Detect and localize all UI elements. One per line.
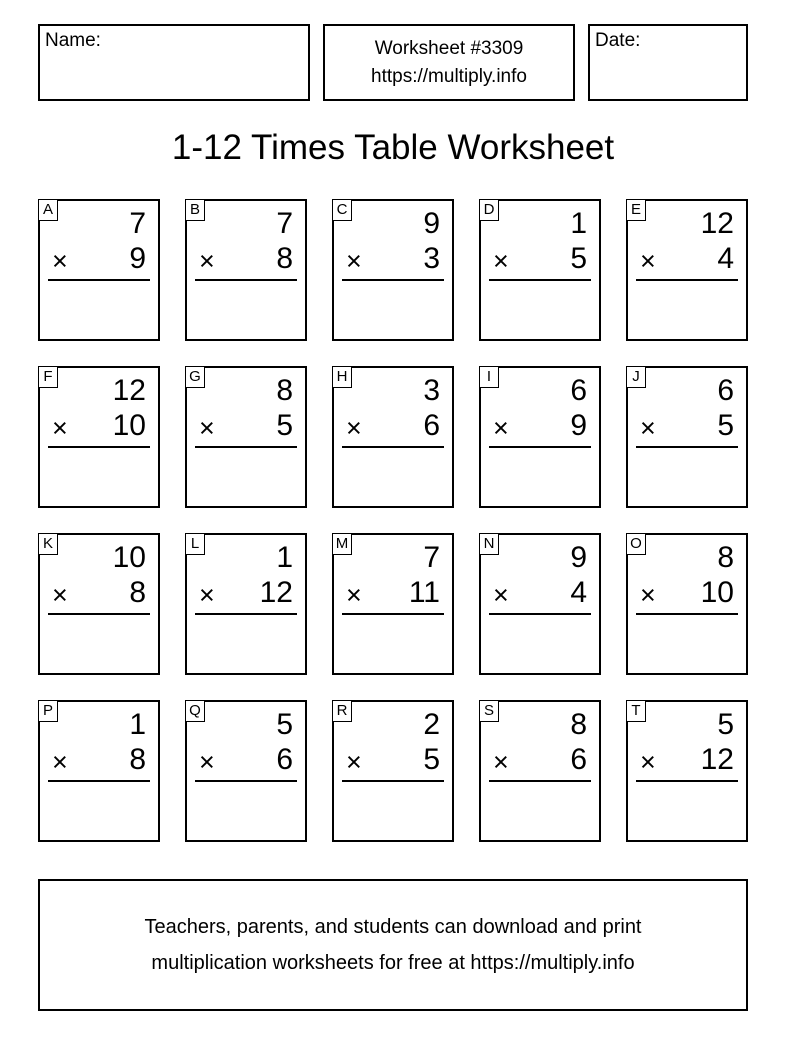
times-sign: × — [52, 246, 68, 276]
multiplicand: 10 — [112, 541, 146, 574]
answer-rule — [489, 446, 591, 448]
multiplier: 5 — [717, 409, 734, 442]
problem-letter: R — [332, 700, 352, 722]
problem-card — [38, 700, 160, 842]
multiplier: 10 — [112, 409, 146, 442]
times-sign: × — [52, 747, 68, 777]
footer-box — [38, 879, 748, 1011]
multiplier: 6 — [276, 743, 293, 776]
multiplicand: 1 — [570, 207, 587, 240]
multiplicand: 6 — [570, 374, 587, 407]
problem-letter: F — [38, 366, 58, 388]
answer-rule — [342, 613, 444, 615]
problem-card — [626, 366, 748, 508]
times-sign: × — [199, 413, 215, 443]
multiplicand: 5 — [717, 708, 734, 741]
problem-letter: N — [479, 533, 499, 555]
multiplicand: 1 — [276, 541, 293, 574]
footer-line-2: multiplication worksheets for free at https://multiply.info — [151, 952, 635, 974]
multiplier: 5 — [570, 242, 587, 275]
times-sign: × — [199, 580, 215, 610]
problem-letter: D — [479, 199, 499, 221]
worksheet-number: Worksheet #3309 — [374, 38, 524, 59]
problem-letter: K — [38, 533, 58, 555]
answer-rule — [48, 780, 150, 782]
multiplicand: 3 — [423, 374, 440, 407]
problem-card — [185, 533, 307, 675]
times-sign: × — [52, 413, 68, 443]
problem-card — [479, 366, 601, 508]
answer-rule — [489, 613, 591, 615]
answer-rule — [195, 446, 297, 448]
worksheet-info-box — [323, 24, 575, 101]
multiplicand: 12 — [700, 207, 734, 240]
multiplicand: 9 — [423, 207, 440, 240]
times-sign: × — [493, 413, 509, 443]
name-field-box — [38, 24, 310, 101]
answer-rule — [342, 446, 444, 448]
multiplicand: 5 — [276, 708, 293, 741]
times-sign: × — [199, 246, 215, 276]
problem-letter: M — [332, 533, 352, 555]
times-sign: × — [346, 580, 362, 610]
problem-letter: O — [626, 533, 646, 555]
answer-rule — [195, 780, 297, 782]
answer-rule — [48, 279, 150, 281]
footer-line-1: Teachers, parents, and students can download and print — [144, 916, 642, 938]
worksheet-url: https://multiply.info — [371, 66, 527, 87]
problem-card — [479, 700, 601, 842]
multiplier: 8 — [276, 242, 293, 275]
problem-card — [185, 199, 307, 341]
multiplicand: 9 — [570, 541, 587, 574]
multiplicand: 8 — [717, 541, 734, 574]
multiplicand: 8 — [276, 374, 293, 407]
times-sign: × — [346, 747, 362, 777]
problem-letter: E — [626, 199, 646, 221]
multiplier: 12 — [259, 576, 293, 609]
multiplier: 8 — [129, 576, 146, 609]
times-sign: × — [640, 747, 656, 777]
times-sign: × — [346, 246, 362, 276]
answer-rule — [636, 613, 738, 615]
answer-rule — [489, 780, 591, 782]
multiplier: 12 — [700, 743, 734, 776]
multiplier: 10 — [700, 576, 734, 609]
answer-rule — [48, 613, 150, 615]
problem-letter: B — [185, 199, 205, 221]
multiplier: 11 — [408, 576, 440, 609]
answer-rule — [342, 279, 444, 281]
problem-letter: I — [479, 366, 499, 388]
multiplier: 5 — [276, 409, 293, 442]
multiplier: 8 — [129, 743, 146, 776]
multiplicand: 1 — [129, 708, 146, 741]
problem-letter: C — [332, 199, 352, 221]
problem-letter: L — [185, 533, 205, 555]
answer-rule — [48, 446, 150, 448]
answer-rule — [489, 279, 591, 281]
problem-card — [38, 366, 160, 508]
date-field-box — [588, 24, 748, 101]
multiplier: 5 — [423, 743, 440, 776]
multiplicand: 8 — [570, 708, 587, 741]
answer-rule — [342, 780, 444, 782]
multiplier: 9 — [129, 242, 146, 275]
problem-card — [38, 533, 160, 675]
multiplicand: 7 — [129, 207, 146, 240]
times-sign: × — [493, 747, 509, 777]
answer-rule — [636, 780, 738, 782]
times-sign: × — [346, 413, 362, 443]
problem-letter: H — [332, 366, 352, 388]
multiplicand: 2 — [423, 708, 440, 741]
multiplicand: 6 — [717, 374, 734, 407]
multiplier: 4 — [570, 576, 587, 609]
problem-card — [185, 366, 307, 508]
problem-card — [626, 533, 748, 675]
problem-card — [626, 700, 748, 842]
times-sign: × — [493, 246, 509, 276]
problem-letter: Q — [185, 700, 205, 722]
multiplicand: 12 — [112, 374, 146, 407]
multiplier: 6 — [423, 409, 440, 442]
problem-card — [332, 199, 454, 341]
problem-letter: S — [479, 700, 499, 722]
problem-card — [479, 533, 601, 675]
problem-card — [626, 199, 748, 341]
answer-rule — [636, 446, 738, 448]
times-sign: × — [640, 246, 656, 276]
problem-letter: P — [38, 700, 58, 722]
page-title: 1-12 Times Table Worksheet — [171, 128, 615, 167]
problem-card — [185, 700, 307, 842]
times-sign: × — [493, 580, 509, 610]
multiplier: 6 — [570, 743, 587, 776]
answer-rule — [195, 613, 297, 615]
problem-card — [332, 700, 454, 842]
problem-letter: J — [626, 366, 646, 388]
name-label: Name: — [45, 30, 101, 51]
date-label: Date: — [595, 30, 641, 51]
problem-letter: G — [185, 366, 205, 388]
multiplier: 4 — [717, 242, 734, 275]
times-sign: × — [52, 580, 68, 610]
answer-rule — [636, 279, 738, 281]
problem-letter: A — [38, 199, 58, 221]
multiplier: 3 — [423, 242, 440, 275]
times-sign: × — [640, 413, 656, 443]
multiplicand: 7 — [276, 207, 293, 240]
answer-rule — [195, 279, 297, 281]
multiplier: 9 — [570, 409, 587, 442]
problem-letter: T — [626, 700, 646, 722]
times-sign: × — [199, 747, 215, 777]
problem-card — [332, 366, 454, 508]
multiplicand: 7 — [423, 541, 440, 574]
times-sign: × — [640, 580, 656, 610]
problem-card — [479, 199, 601, 341]
problem-card — [38, 199, 160, 341]
problem-card — [332, 533, 454, 675]
